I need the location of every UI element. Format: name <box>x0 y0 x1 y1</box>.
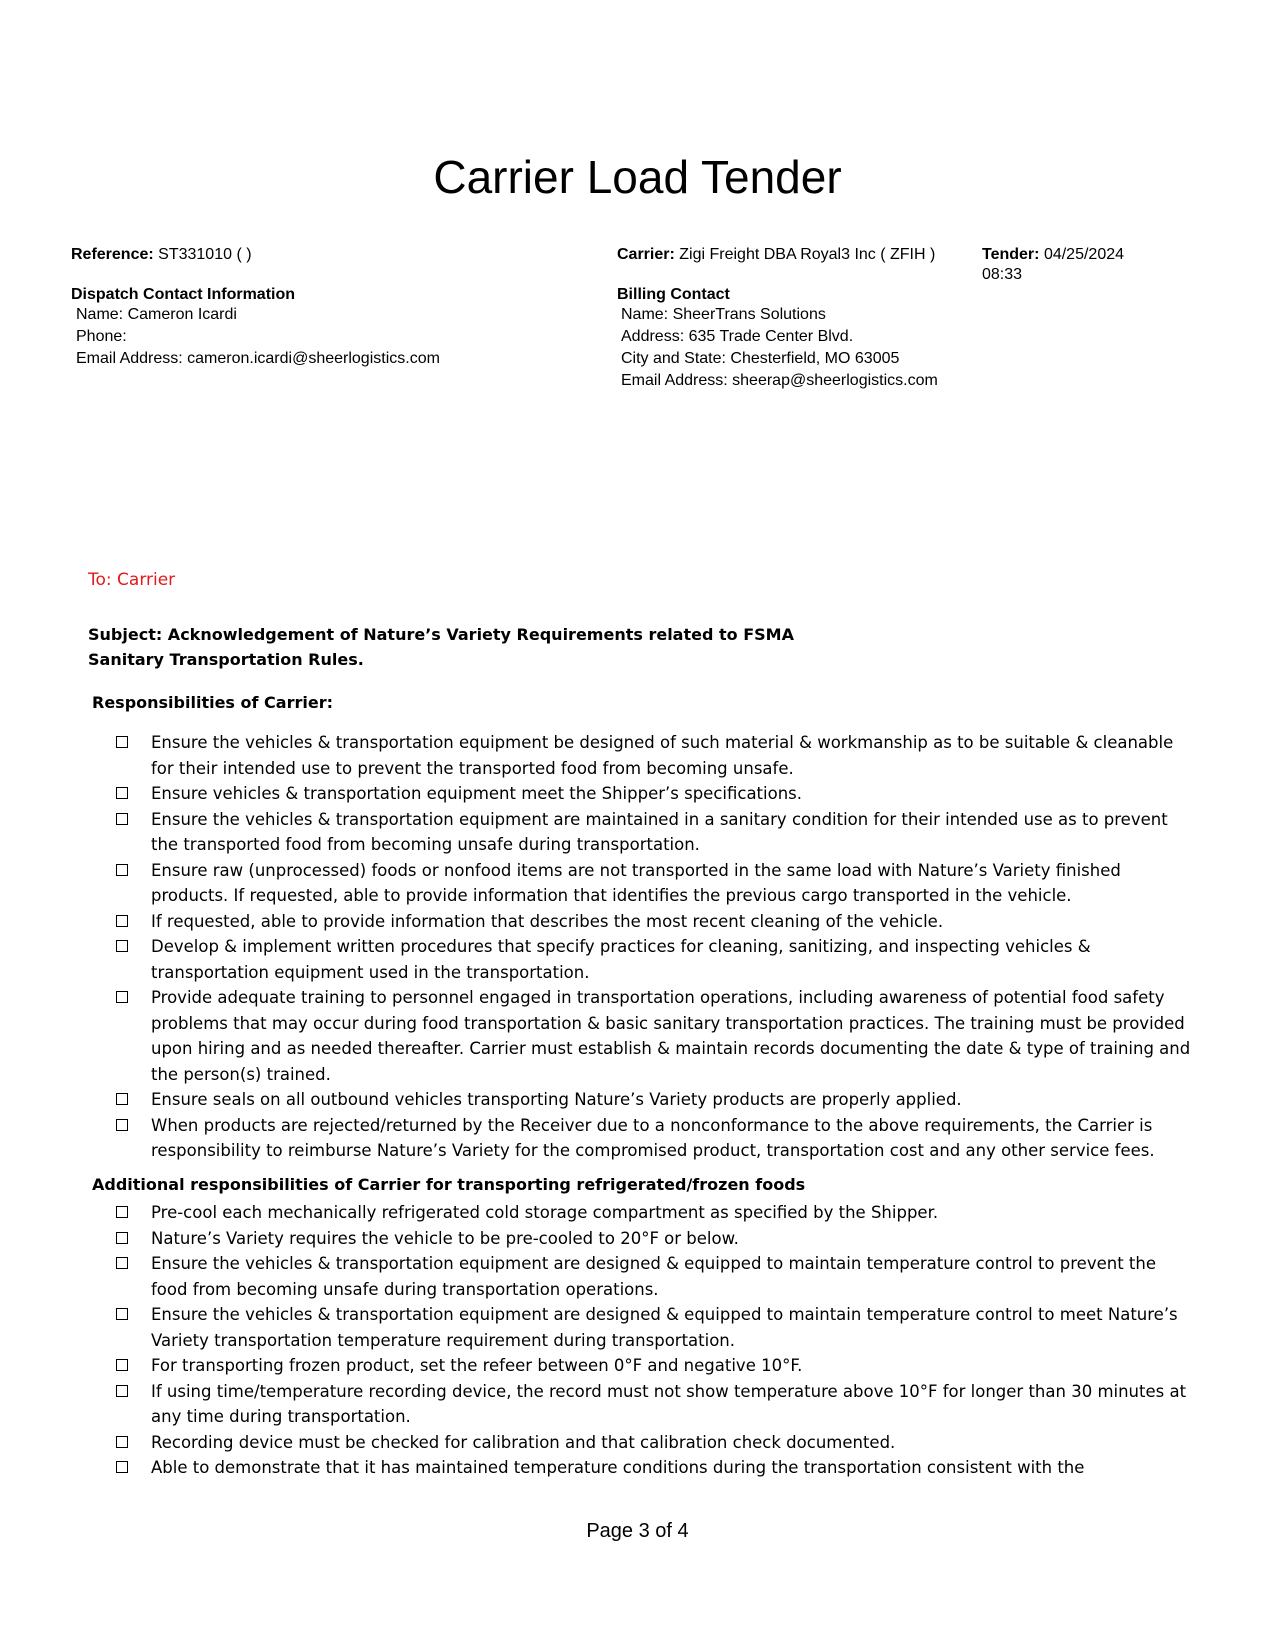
additional-list <box>116 1200 1196 1481</box>
carrier-label: Carrier: <box>617 246 675 263</box>
checkbox-icon[interactable] <box>116 1359 128 1371</box>
tender-date: 04/25/2024 <box>1043 246 1125 263</box>
checkbox-icon[interactable] <box>116 1257 128 1269</box>
responsibilities-list <box>116 730 1196 1164</box>
checkbox-icon[interactable] <box>116 915 128 927</box>
checkbox-icon[interactable] <box>116 1436 128 1448</box>
carrier-field <box>617 245 935 265</box>
billing-name: Name: SheerTrans Solutions <box>621 306 826 323</box>
dispatch-heading: Dispatch Contact Information <box>71 286 296 303</box>
checkbox-icon[interactable] <box>116 1308 128 1320</box>
carrier-value: Zigi Freight DBA Royal3 Inc ( ZFIH ) <box>679 246 936 263</box>
checkbox-icon[interactable] <box>116 736 128 748</box>
list-item: Ensure seals on all outbound vehicles transporting Nature’s Variety products are properly applied. <box>116 1087 1196 1113</box>
tender-time: 08:33 <box>982 266 1023 283</box>
billing-heading: Billing Contact <box>617 286 730 303</box>
list-item: When products are rejected/returned by the Receiver due to a nonconformance to the above requirements, the Carrier is responsibility to reimburse Nature’s Variety for the compromised product, transportation cost and any other service fees. <box>116 1113 1196 1164</box>
page-number: Page 3 of 4 <box>586 1520 689 1542</box>
checkbox-icon[interactable] <box>116 940 128 952</box>
billing-block <box>621 304 938 392</box>
list-item: Develop & implement written procedures that specify practices for cleaning, sanitizing, and inspecting vehicles & transportation equipment used in the transportation. <box>116 934 1196 985</box>
list-item: Able to demonstrate that it has maintained temperature conditions during the transportation consistent with the <box>116 1455 1196 1481</box>
billing-name-value: SheerTrans Solutions <box>672 306 826 323</box>
list-item: If requested, able to provide information that describes the most recent cleaning of the vehicle. <box>116 909 1196 935</box>
list-item: Pre-cool each mechanically refrigerated cold storage compartment as specified by the Shipper. <box>116 1200 1196 1226</box>
list-item: Ensure vehicles & transportation equipment meet the Shipper’s specifications. <box>116 781 1196 807</box>
checkbox-icon[interactable] <box>116 1093 128 1105</box>
responsibilities-heading: Responsibilities of Carrier: <box>92 693 333 712</box>
checkbox-icon[interactable] <box>116 1385 128 1397</box>
tender-label: Tender: <box>982 246 1040 263</box>
list-item: Ensure the vehicles & transportation equipment are maintained in a sanitary condition for their intended use as to prevent the transported food from becoming unsafe during transportation. <box>116 807 1196 858</box>
checkbox-icon[interactable] <box>116 813 128 825</box>
list-item: Recording device must be checked for calibration and that calibration check documented. <box>116 1430 1196 1456</box>
list-item: Ensure the vehicles & transportation equipment are designed & equipped to maintain temperature control to prevent the food from becoming unsafe during transportation operations. <box>116 1251 1196 1302</box>
list-item: Provide adequate training to personnel engaged in transportation operations, including awareness of potential food safety problems that may occur during food transportation & basic sanitary transportation practices. The training must be provided upon hiring and as needed thereafter. Carrier must establish & maintain records documenting the date & type of training and the person(s) trained. <box>116 985 1196 1087</box>
checkbox-icon[interactable] <box>116 864 128 876</box>
subject-line: Subject: Acknowledgement of Nature’s Variety Requirements related to FSMA Sanitary Transportation Rules. <box>88 625 794 669</box>
list-item: Ensure raw (unprocessed) foods or nonfood items are not transported in the same load with Nature’s Variety finished products. If requested, able to provide information that identifies the previous cargo transported in the vehicle. <box>116 858 1196 909</box>
checkbox-icon[interactable] <box>116 787 128 799</box>
additional-heading: Additional responsibilities of Carrier for transporting refrigerated/frozen foods <box>92 1175 806 1194</box>
billing-address-value: 635 Trade Center Blvd. <box>688 328 854 345</box>
billing-email: Email Address: sheerap@sheerlogistics.com <box>621 372 938 389</box>
billing-city-value: Chesterfield, MO 63005 <box>730 350 900 367</box>
dispatch-name: Name: Cameron Icardi <box>76 306 237 323</box>
checkbox-icon[interactable] <box>116 1119 128 1131</box>
list-item: Ensure the vehicles & transportation equipment be designed of such material & workmanship as to be suitable & cleanable for their intended use to prevent the transported food from becoming unsafe. <box>116 730 1196 781</box>
dispatch-phone: Phone: <box>76 328 127 345</box>
billing-address: Address: 635 Trade Center Blvd. <box>621 328 854 345</box>
checkbox-icon[interactable] <box>116 1461 128 1473</box>
list-item: Ensure the vehicles & transportation equipment are designed & equipped to maintain temperature control to meet Nature’s Variety transportation temperature requirement during transportation. <box>116 1302 1196 1353</box>
billing-city: City and State: Chesterfield, MO 63005 <box>621 350 900 367</box>
dispatch-email: Email Address: cameron.icardi@sheerlogistics.com <box>76 350 440 367</box>
checkbox-icon[interactable] <box>116 991 128 1003</box>
list-item: If using time/temperature recording device, the record must not show temperature above 10°F for longer than 30 minutes at any time during transportation. <box>116 1379 1196 1430</box>
checkbox-icon[interactable] <box>116 1232 128 1244</box>
checkbox-icon[interactable] <box>116 1206 128 1218</box>
reference-value: ST331010 ( ) <box>158 246 252 263</box>
tender-field <box>982 245 1152 285</box>
list-item: Nature’s Variety requires the vehicle to be pre-cooled to 20°F or below. <box>116 1226 1196 1252</box>
dispatch-block <box>76 304 440 370</box>
document-title: Carrier Load Tender <box>433 151 842 203</box>
to-line: To: Carrier <box>88 570 176 590</box>
reference-field <box>71 245 252 265</box>
list-item: For transporting frozen product, set the refeer between 0°F and negative 10°F. <box>116 1353 1196 1379</box>
reference-label: Reference: <box>71 246 154 263</box>
